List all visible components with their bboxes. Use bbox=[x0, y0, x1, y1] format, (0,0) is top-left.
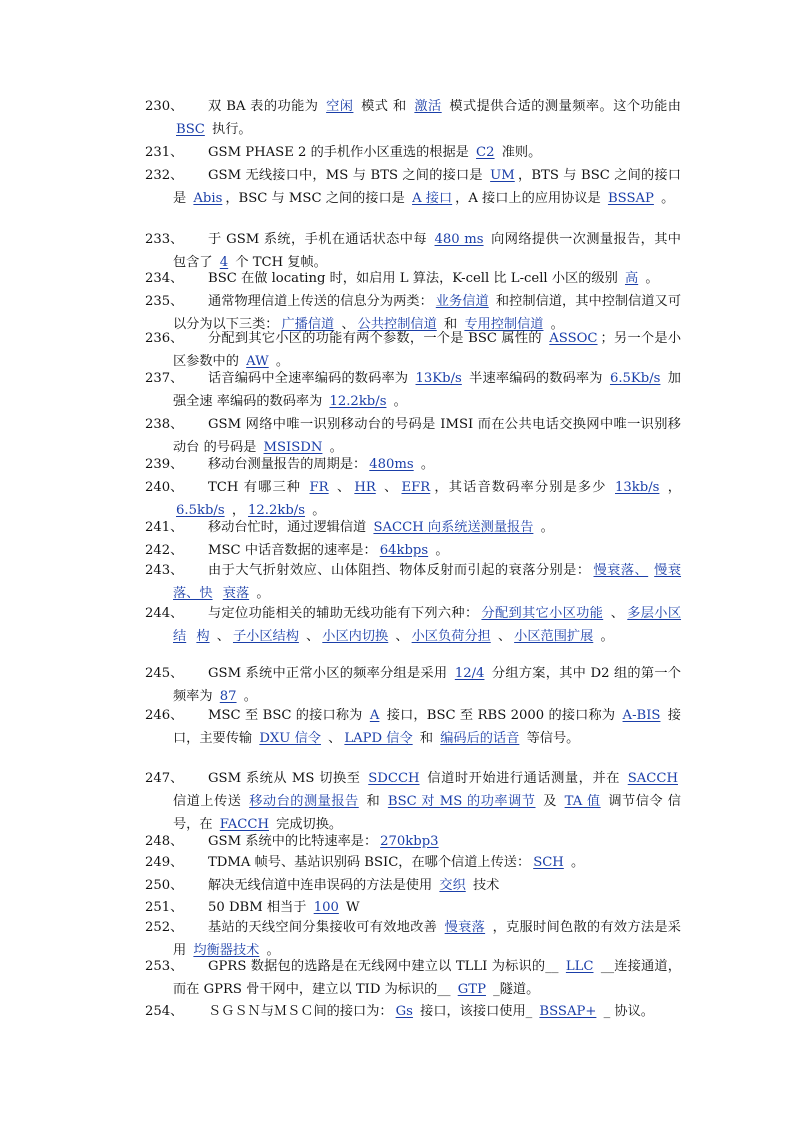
answer-blank: 小区范围扩展 bbox=[514, 629, 594, 644]
question-number: 232、 bbox=[145, 168, 184, 183]
answer-blank: 均衡器技术 bbox=[193, 943, 260, 958]
question-text-segment: 信道时开始进行通话测量，并在 bbox=[422, 771, 625, 786]
question-text-segment: 。 bbox=[239, 689, 257, 704]
question-text-segment: 技术 bbox=[468, 878, 500, 893]
question-text bbox=[173, 602, 681, 648]
question-text-segment: 、 bbox=[493, 629, 512, 644]
question-text bbox=[173, 830, 681, 853]
question-text-segment: TDMA 帧号、基站识别码 BSIC，在哪个信道上传送： bbox=[208, 855, 531, 870]
question-text-segment: _ 协议。 bbox=[599, 1004, 654, 1019]
question-number: 230、 bbox=[145, 99, 184, 114]
question-text-segment: 及 bbox=[538, 794, 562, 809]
question-number: 240、 bbox=[145, 480, 184, 495]
answer-blank: 慢衰落 bbox=[444, 920, 486, 935]
question-text-segment: 。 bbox=[389, 394, 407, 409]
answer-blank: A bbox=[369, 708, 380, 723]
question-item bbox=[145, 453, 681, 476]
question-text-segment: ，BTS 与 BSC 之间的接口是 bbox=[173, 168, 681, 206]
answer-blank: 慢衰落、 bbox=[593, 563, 649, 578]
answer-blank: SCH bbox=[533, 855, 564, 870]
question-text-segment: ＳＧＳＮ与ＭＳＣ间的接口为： bbox=[208, 1004, 393, 1019]
question-text-segment: 分组方案，其中 D2 组的第一个频率为 bbox=[173, 666, 681, 704]
answer-blank: HR bbox=[354, 480, 376, 495]
answer-blank: 100 bbox=[313, 900, 339, 915]
question-text-segment: 于 GSM 系统，手机在通话状态中每 bbox=[208, 232, 432, 247]
answer-blank: 4 bbox=[219, 255, 229, 270]
answer-blank: 13Kb/s bbox=[415, 371, 462, 386]
question-number: 250、 bbox=[145, 878, 184, 893]
question-number: 238、 bbox=[145, 417, 184, 432]
question-text bbox=[173, 767, 681, 836]
question-text-segment: _隧道。 bbox=[488, 982, 540, 997]
question-text bbox=[173, 453, 681, 476]
question-text-segment: 50 DBM 相当于 bbox=[208, 900, 311, 915]
question-item bbox=[145, 767, 681, 836]
question-text-segment: GSM 无线接口中，MS 与 BTS 之间的接口是 bbox=[208, 168, 488, 183]
question-item bbox=[145, 164, 681, 210]
question-number: 236、 bbox=[145, 331, 184, 346]
question-text-segment: 调节信令 信号，在 bbox=[173, 794, 681, 832]
answer-blank: ASSOC bbox=[549, 331, 598, 346]
question-text bbox=[173, 164, 681, 210]
question-text-segment: 个 TCH 复帧。 bbox=[231, 255, 327, 270]
question-number: 245、 bbox=[145, 666, 184, 681]
question-number: 244、 bbox=[145, 606, 184, 621]
question-number: 247、 bbox=[145, 771, 184, 786]
question-item bbox=[145, 704, 681, 750]
answer-blank: 64kbps bbox=[379, 543, 429, 558]
question-text-segment: GSM 系统中的比特速率是： bbox=[208, 834, 378, 849]
question-text-segment: 、 bbox=[391, 629, 409, 644]
answer-blank: 激活 bbox=[414, 99, 442, 114]
answer-blank: 业务信道 bbox=[435, 294, 489, 309]
question-text-segment: 。 bbox=[641, 271, 659, 286]
question-text-segment: 等信号。 bbox=[522, 731, 580, 746]
answer-blank: 小区负荷分担 bbox=[411, 629, 491, 644]
question-text-segment: 和控制信道，其中控制信道又可以分为以下三类： bbox=[173, 294, 682, 332]
answer-blank: 子小区结构 bbox=[232, 629, 299, 644]
question-text-segment: 。 bbox=[252, 586, 270, 601]
answer-blank: BSSAP+ bbox=[539, 1004, 597, 1019]
question-text bbox=[173, 662, 681, 708]
answer-blank: 移动台的测量报告 bbox=[249, 794, 359, 809]
question-item bbox=[145, 141, 681, 164]
question-text-segment: 由于大气折射效应、山体阻挡、物体反射而引起的衰落分别是： bbox=[208, 563, 591, 578]
question-text bbox=[173, 516, 681, 539]
answer-blank: 12/4 bbox=[454, 666, 485, 681]
question-item bbox=[145, 1000, 681, 1023]
question-text-segment: ，A 接口上的应用协议是 bbox=[455, 191, 605, 206]
question-number: 253、 bbox=[145, 959, 184, 974]
question-number: 235、 bbox=[145, 294, 184, 309]
question-text-segment: 通常物理信道上传送的信息分为两类： bbox=[208, 294, 433, 309]
answer-blank: 多层小区结 bbox=[173, 606, 682, 644]
question-number: 233、 bbox=[145, 232, 184, 247]
question-number: 248、 bbox=[145, 834, 184, 849]
question-text-segment: 。 bbox=[656, 191, 675, 206]
answer-blank: DXU 信令 bbox=[259, 731, 321, 746]
answer-blank: 6.5Kb/s bbox=[609, 371, 661, 386]
question-number: 252、 bbox=[145, 920, 184, 935]
question-text-segment: 执行。 bbox=[207, 122, 252, 137]
answer-blank: SACCH 向系统送测量报告 bbox=[373, 520, 534, 535]
question-text-segment: 话音编码中全速率编码的数码率为 bbox=[208, 371, 413, 386]
question-text-segment: BSC 在做 locating 时，如启用 L 算法，K-cell 比 L-cell 小区的级别 bbox=[208, 271, 622, 286]
answer-blank: 编码后的话音 bbox=[440, 731, 520, 746]
answer-blank: 270kbp3 bbox=[380, 834, 439, 849]
question-text-segment: 。 bbox=[431, 543, 449, 558]
answer-blank: 12.2kb/s bbox=[248, 503, 306, 518]
question-text bbox=[173, 874, 681, 897]
answer-blank: 专用控制信道 bbox=[464, 317, 544, 332]
answer-blank: A-BIS bbox=[622, 708, 661, 723]
question-number: 231、 bbox=[145, 145, 184, 160]
question-text-segment: 完成切换。 bbox=[271, 817, 343, 832]
question-text-segment: ， bbox=[227, 503, 246, 518]
question-text-segment: 和 bbox=[439, 317, 462, 332]
question-number: 254、 bbox=[145, 1004, 184, 1019]
question-text-segment: 和 bbox=[361, 794, 385, 809]
question-text-segment: 准则。 bbox=[497, 145, 542, 160]
question-text-segment: 。 bbox=[416, 457, 435, 472]
question-text-segment: 信道上传送 bbox=[173, 794, 247, 809]
answer-blank: FR bbox=[309, 480, 329, 495]
question-number: 239、 bbox=[145, 457, 184, 472]
question-text-segment: 接 口，主要传输 bbox=[173, 708, 681, 746]
question-text-segment: 解决无线信道中连串误码的方法是使用 bbox=[208, 878, 437, 893]
question-text-segment: 双 BA 表的功能为 bbox=[208, 99, 324, 114]
question-text-segment: 接口，BSC 至 RBS 2000 的接口称为 bbox=[382, 708, 620, 723]
answer-blank: 小区内切换 bbox=[322, 629, 389, 644]
question-text bbox=[173, 704, 681, 750]
answer-blank: BSC 对 MS 的功率调节 bbox=[387, 794, 536, 809]
question-text-segment: 、 bbox=[378, 480, 399, 495]
question-text bbox=[173, 559, 681, 605]
question-number: 241、 bbox=[145, 520, 184, 535]
question-text-segment: 半速率编码的数码率为 bbox=[464, 371, 607, 386]
question-text-segment: 、 bbox=[323, 731, 342, 746]
question-text-segment: 接口，该接口使用_ bbox=[415, 1004, 537, 1019]
question-text-segment: 。 bbox=[271, 354, 290, 369]
answer-blank: GTP bbox=[457, 982, 486, 997]
answer-blank: 慢衰落、快 bbox=[173, 563, 682, 601]
question-text-segment: ；另一个是小区参数中的 bbox=[173, 331, 682, 369]
question-item bbox=[145, 559, 681, 605]
answer-blank: FACCH bbox=[219, 817, 269, 832]
question-text-segment: 。 bbox=[546, 317, 564, 332]
question-text-segment: 分配到其它小区的功能有两个参数，一个是 BSC 属性的 bbox=[208, 331, 547, 346]
answer-blank: 87 bbox=[219, 689, 237, 704]
answer-blank: MSISDN bbox=[263, 440, 323, 455]
question-text-segment: ，克服时间色散的有效方法是采用 bbox=[173, 920, 681, 958]
answer-blank: LAPD 信令 bbox=[344, 731, 413, 746]
question-item bbox=[145, 851, 681, 874]
answer-blank: TA 值 bbox=[564, 794, 601, 809]
question-item bbox=[145, 662, 681, 708]
question-text-segment: MSC 中话音数据的速率是： bbox=[208, 543, 377, 558]
question-text-segment: 、 bbox=[212, 629, 230, 644]
answer-blank: 13kb/s bbox=[615, 480, 660, 495]
question-text-segment: ，BSC 与 MSC 之间的接口是 bbox=[225, 191, 410, 206]
answer-blank: AW bbox=[246, 354, 269, 369]
question-item bbox=[145, 602, 681, 648]
question-text-segment: MSC 至 BSC 的接口称为 bbox=[208, 708, 367, 723]
answer-blank: SDCCH bbox=[368, 771, 420, 786]
question-text-segment: 。 bbox=[262, 943, 280, 958]
question-text bbox=[173, 955, 681, 1001]
question-text bbox=[173, 851, 681, 874]
question-text-segment: GSM 网络中唯一识别移动台的号码是 IMSI 而在公共电话交换网中唯一识别移动台 的号码是 bbox=[173, 417, 681, 455]
question-text-segment: 和 bbox=[415, 731, 438, 746]
question-text-segment: 模式提供合适的测量频率。这个功能由 bbox=[444, 99, 681, 114]
answer-blank: 广播信道 bbox=[281, 317, 335, 332]
question-item bbox=[145, 95, 681, 141]
question-text-segment: 加强全速 率编码的数码率为 bbox=[173, 371, 681, 409]
answer-blank: SACCH bbox=[627, 771, 678, 786]
answer-blank: 480 ms bbox=[434, 232, 484, 247]
question-number: 249、 bbox=[145, 855, 184, 870]
question-item bbox=[145, 516, 681, 539]
answer-blank: 高 bbox=[624, 271, 639, 286]
answer-blank: 480ms bbox=[369, 457, 414, 472]
question-text-segment: ，其话音数码率分别是多少 bbox=[433, 480, 612, 495]
question-item bbox=[145, 874, 681, 897]
question-text-segment: ， bbox=[662, 480, 681, 495]
question-text bbox=[173, 141, 681, 164]
question-text bbox=[173, 267, 681, 290]
answer-blank: 构 bbox=[196, 629, 210, 644]
question-text-segment: 移动台忙时，通过逻辑信道 bbox=[208, 520, 371, 535]
answer-blank: A 接口 bbox=[412, 191, 453, 206]
answer-blank: 分配到其它小区功能 bbox=[481, 606, 604, 621]
question-text-segment: 、 bbox=[301, 629, 320, 644]
question-text-segment: W bbox=[341, 900, 360, 915]
question-number: 243、 bbox=[145, 563, 184, 578]
question-text-segment: TCH 有哪三种 bbox=[208, 480, 307, 495]
question-text-segment: 、 bbox=[337, 317, 355, 332]
question-text-segment: 。 bbox=[308, 503, 326, 518]
answer-blank: 交织 bbox=[439, 878, 466, 893]
question-text bbox=[173, 1000, 681, 1023]
question-text-segment: 。 bbox=[325, 440, 343, 455]
answer-blank: UM bbox=[490, 168, 515, 183]
answer-blank: C2 bbox=[476, 145, 495, 160]
question-text-segment: 。 bbox=[536, 520, 554, 535]
question-number: 242、 bbox=[145, 543, 184, 558]
answer-blank: LLC bbox=[565, 959, 594, 974]
question-item bbox=[145, 367, 681, 413]
question-text bbox=[173, 95, 681, 141]
question-text-segment: 与定位功能相关的辅助无线功能有下列六种： bbox=[208, 606, 479, 621]
question-text-segment: 模式 和 bbox=[356, 99, 412, 114]
answer-blank: EFR bbox=[401, 480, 431, 495]
answer-blank: 6.5kb/s bbox=[176, 503, 225, 518]
question-number: 251、 bbox=[145, 900, 184, 915]
answer-blank: Abis bbox=[193, 191, 223, 206]
question-text-segment: GPRS 数据包的选路是在无线网中建立以 TLLI 为标识的__ bbox=[208, 959, 563, 974]
question-text-segment: GSM 系统从 MS 切换至 bbox=[208, 771, 366, 786]
question-text-segment: 移动台测量报告的周期是： bbox=[208, 457, 367, 472]
question-text bbox=[173, 367, 681, 413]
question-text-segment: 基站的天线空间分集接收可有效地改善 bbox=[208, 920, 442, 935]
answer-blank: 衰落 bbox=[222, 586, 250, 601]
answer-blank: 12.2kb/s bbox=[329, 394, 387, 409]
answer-blank: 空闲 bbox=[326, 99, 354, 114]
question-text-segment: 、 bbox=[606, 606, 625, 621]
question-text-segment: GSM 系统中正常小区的频率分组是采用 bbox=[208, 666, 452, 681]
question-text-segment: 向网络提供一次测量报告，其中包含了 bbox=[173, 232, 681, 270]
answer-blank: Gs bbox=[395, 1004, 413, 1019]
answer-blank: 公共控制信道 bbox=[357, 317, 437, 332]
question-item bbox=[145, 830, 681, 853]
question-number: 237、 bbox=[145, 371, 184, 386]
answer-blank: BSC bbox=[176, 122, 205, 137]
question-number: 234、 bbox=[145, 271, 184, 286]
question-text-segment: 。 bbox=[566, 855, 585, 870]
question-item bbox=[145, 955, 681, 1001]
answer-blank: BSSAP bbox=[607, 191, 654, 206]
question-text-segment: 。 bbox=[596, 629, 614, 644]
question-item bbox=[145, 267, 681, 290]
question-text-segment: __连接通道，而在 GPRS 骨干网中，建立以 TID 为标识的__ bbox=[173, 959, 681, 997]
question-text-segment: 、 bbox=[331, 480, 352, 495]
question-text-segment: GSM PHASE 2 的手机作小区重选的根据是 bbox=[208, 145, 474, 160]
question-number: 246、 bbox=[145, 708, 184, 723]
